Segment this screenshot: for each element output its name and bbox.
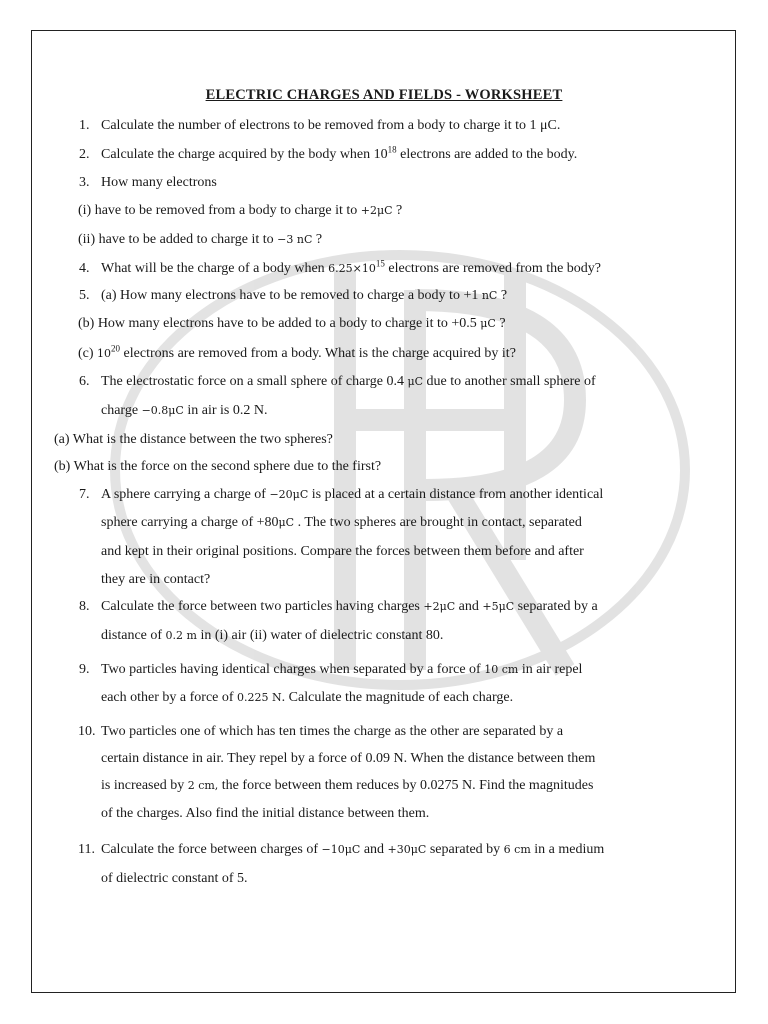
question-number: 8. <box>79 599 90 614</box>
question-number: 3. <box>79 175 90 190</box>
question-10-line-1: Two particles one of which has ten times the charge as the other are separated by a <box>101 724 564 739</box>
question-number: 2. <box>79 147 90 162</box>
question-11-line-1: Calculate the force between charges of −10μC and +30μC separated by 6 cm in a medium <box>101 842 605 857</box>
question-6-part-a: (a) What is the distance between the two spheres? <box>54 432 333 447</box>
question-7-line-3: and kept in their original positions. Compare the forces between them before and after <box>101 544 584 559</box>
question-5-part-a: (a) How many electrons have to be removed to charge a body to +1 nC ? <box>101 288 508 303</box>
question-6-line-1: The electrostatic force on a small sphere of charge 0.4 μC due to another small sphere of <box>101 374 596 389</box>
question-9-line-2: each other by a force of 0.225 N. Calculate the magnitude of each charge. <box>101 690 514 705</box>
question-number: 11. <box>78 842 95 857</box>
question-number: 9. <box>79 662 90 677</box>
question-number: 6. <box>79 374 90 389</box>
question-7-line-2: sphere carrying a charge of +80μC . The two spheres are brought in contact, separated <box>101 515 582 530</box>
question-number: 1. <box>79 118 90 133</box>
question-8-line-1: Calculate the force between two particles having charges +2μC and +5μC separated by a <box>101 599 598 614</box>
question-3-text: How many electrons <box>101 175 217 190</box>
question-10-line-2: certain distance in air. They repel by a force of 0.09 N. When the distance between them <box>101 751 596 766</box>
question-5-part-b: (b) How many electrons have to be added to a body to charge it to +0.5 μC ? <box>78 316 506 331</box>
question-3-part-i: (i) have to be removed from a body to charge it to +2μC ? <box>78 203 403 218</box>
question-7-line-1: A sphere carrying a charge of −20μC is placed at a certain distance from another identical <box>101 487 604 502</box>
question-6-part-b: (b) What is the force on the second sphere due to the first? <box>54 459 382 474</box>
question-number: 5. <box>79 288 90 303</box>
question-7-line-4: they are in contact? <box>101 572 211 587</box>
question-number: 4. <box>79 261 90 276</box>
question-10-line-4: of the charges. Also find the initial distance between them. <box>101 806 430 821</box>
question-2-text: Calculate the charge acquired by the body when $10^{18}$ electrons are added to the body. <box>101 144 578 162</box>
question-3-part-ii: (ii) have to be added to charge it to −3 nC ? <box>78 232 323 247</box>
question-10-line-3: is increased by 2 cm, the force between them reduces by 0.0275 N. Find the magnitudes <box>101 778 594 793</box>
question-number: 7. <box>79 487 90 502</box>
question-8-line-2: distance of 0.2 m in (i) air (ii) water of dielectric constant 80. <box>101 628 444 643</box>
question-9-line-1: Two particles having identical charges when separated by a force of 10 cm in air repel <box>101 662 583 677</box>
question-number: 10. <box>78 724 96 739</box>
question-4-text: What will be the charge of a body when $6.25\times 10^{15}$ electrons are removed from the body? <box>101 258 602 276</box>
question-1-text: Calculate the number of electrons to be removed from a body to charge it to 1 μC. <box>101 118 561 133</box>
question-5-part-c: (c) $10^{20}$ electrons are removed from a body. What is the charge acquired by it? <box>78 343 516 361</box>
question-6-line-2: charge −0.8μC in air is 0.2 N. <box>101 403 268 418</box>
worksheet-title: ELECTRIC CHARGES AND FIELDS - WORKSHEET <box>205 87 563 103</box>
question-11-line-2: of dielectric constant of 5. <box>101 871 248 886</box>
